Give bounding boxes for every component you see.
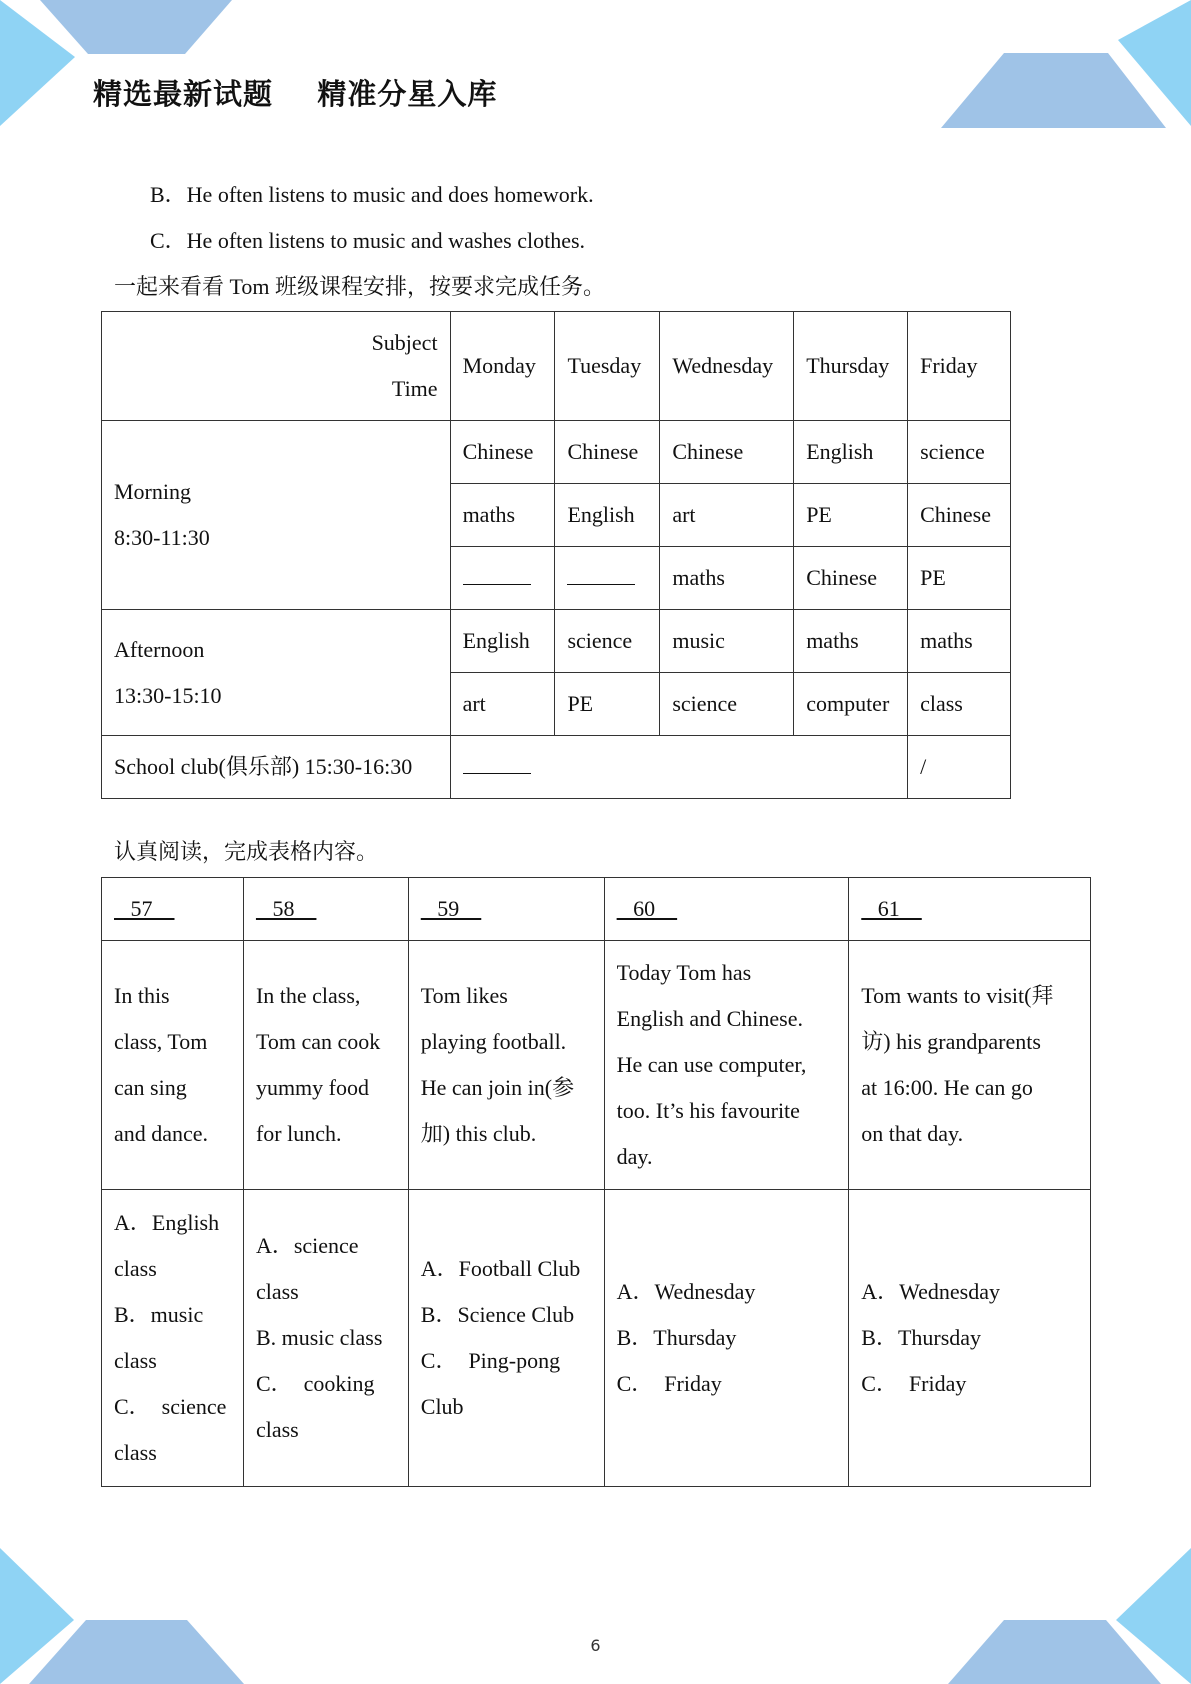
corner-subject-label: Subject — [371, 330, 438, 355]
choice-line: B．music — [114, 1302, 204, 1327]
choices-cell — [604, 1190, 849, 1487]
choices-cell — [408, 1190, 604, 1487]
choice-line: A．Wednesday — [861, 1279, 1001, 1304]
choices-cell — [849, 1190, 1091, 1487]
choice-line: class — [114, 1440, 157, 1465]
afternoon-time: 13:30-15:10 — [114, 682, 222, 708]
question-number-cell — [604, 878, 849, 941]
question-number-blank: 61 — [861, 896, 922, 921]
top-right-dark-trapezoid — [941, 53, 1166, 128]
schedule-header-row — [102, 312, 1011, 421]
passage-line: 加) this club. — [420, 1121, 537, 1146]
schedule-cell: art — [450, 673, 555, 736]
passage-line: He can use computer, — [616, 1052, 807, 1077]
passage-row — [102, 941, 1091, 1190]
question-number-blank: 59 — [420, 896, 482, 921]
choice-line: A．Wednesday — [616, 1279, 756, 1304]
question-number-cell — [849, 878, 1091, 941]
choice-line: Club — [420, 1394, 464, 1419]
passage-line: and dance. — [114, 1121, 209, 1146]
choice-line: A．science — [255, 1233, 359, 1258]
reading-answer-table — [101, 877, 1091, 1487]
choice-line: A．Football Club — [420, 1256, 581, 1281]
school-club-row — [102, 736, 1011, 799]
passage-line: on that day. — [861, 1121, 964, 1146]
passage-line: 访) his grandparents — [861, 1029, 1041, 1054]
passage-line: English and Chinese. — [616, 1006, 803, 1031]
question-number-blank: 60 — [616, 896, 678, 921]
option-b: B．He often listens to music and does homework. — [150, 182, 594, 207]
schedule-cell: Chinese — [555, 421, 660, 484]
school-club-label: School club(俱乐部) 15:30-16:30 — [102, 736, 451, 799]
passage-line: Tom can cook — [255, 1029, 381, 1054]
passage-line: can sing — [114, 1075, 187, 1100]
schedule-cell: maths — [908, 610, 1011, 673]
schedule-cell: science — [555, 610, 660, 673]
day-header: Monday — [450, 312, 555, 421]
choice-line: C． science — [114, 1394, 227, 1419]
fill-in-blank — [463, 558, 531, 585]
passage-line: playing football. — [420, 1029, 567, 1054]
choices-row — [102, 1190, 1091, 1487]
passage-line: In the class, — [255, 983, 361, 1008]
schedule-cell: PE — [794, 484, 908, 547]
choice-line: C． cooking — [255, 1371, 375, 1396]
choice-line: C． Friday — [861, 1371, 967, 1396]
morning-row — [102, 421, 1011, 484]
schedule-cell: English — [450, 610, 555, 673]
choice-line: B．Thursday — [861, 1325, 982, 1350]
morning-period-cell — [102, 421, 451, 610]
option-c: C．He often listens to music and washes clothes. — [150, 228, 586, 253]
schedule-cell: Chinese — [908, 484, 1011, 547]
page-number: 6 — [590, 1636, 601, 1655]
schedule-cell: maths — [660, 547, 794, 610]
subject-time-corner-cell — [102, 312, 451, 421]
passage-line: yummy food — [255, 1075, 369, 1100]
school-club-friday: / — [908, 736, 1011, 799]
schedule-cell: science — [660, 673, 794, 736]
top-left-light-triangle — [0, 0, 75, 126]
choice-line: C． Friday — [616, 1371, 722, 1396]
choice-line: class — [114, 1256, 157, 1281]
choice-line: C． Ping-pong — [420, 1348, 561, 1373]
afternoon-row — [102, 610, 1011, 673]
schedule-cell: maths — [450, 484, 555, 547]
question-number-row — [102, 878, 1091, 941]
morning-label: Morning — [114, 479, 191, 504]
schedule-cell: English — [555, 484, 660, 547]
choice-line: class — [255, 1417, 299, 1442]
passage-line: In this — [114, 983, 170, 1008]
schedule-cell: science — [908, 421, 1011, 484]
afternoon-period-cell — [102, 610, 451, 736]
choice-line: B. music class — [255, 1325, 383, 1350]
morning-time: 8:30-11:30 — [114, 525, 210, 550]
passage-line: Today Tom has — [616, 960, 752, 985]
choice-line: A．English — [114, 1210, 220, 1235]
choices-cell — [243, 1190, 408, 1487]
fill-in-blank — [567, 558, 635, 585]
schedule-cell: Chinese — [794, 547, 908, 610]
fill-in-blank — [463, 747, 531, 774]
schedule-cell: art — [660, 484, 794, 547]
passage-cell — [102, 941, 244, 1190]
bottom-right-light-triangle — [1116, 1548, 1191, 1684]
passage-cell — [243, 941, 408, 1190]
passage-line: for lunch. — [255, 1121, 342, 1146]
choices-cell — [102, 1190, 244, 1487]
day-header: Wednesday — [660, 312, 794, 421]
day-header: Thursday — [794, 312, 908, 421]
reading-instruction: 认真阅读，完成表格内容。 — [114, 839, 379, 864]
passage-line: Tom wants to visit(拜 — [861, 983, 1054, 1008]
passage-line: Tom likes — [420, 983, 508, 1008]
question-number-cell — [408, 878, 604, 941]
schedule-cell: maths — [794, 610, 908, 673]
passage-line: day. — [616, 1144, 653, 1169]
class-schedule-table — [101, 311, 1011, 799]
day-header: Tuesday — [555, 312, 660, 421]
question-number-blank: 57 — [114, 896, 175, 921]
schedule-cell: class — [908, 673, 1011, 736]
choice-line: class — [114, 1348, 157, 1373]
choice-line: class — [255, 1279, 299, 1304]
question-number-cell — [102, 878, 244, 941]
passage-cell — [849, 941, 1091, 1190]
passage-cell — [408, 941, 604, 1190]
question-number-cell — [243, 878, 408, 941]
schedule-cell: English — [794, 421, 908, 484]
schedule-cell: computer — [794, 673, 908, 736]
passage-line: class, Tom — [114, 1029, 208, 1054]
passage-line: too. It’s his favourite — [616, 1098, 800, 1123]
choice-line: B．Science Club — [420, 1302, 575, 1327]
schedule-cell: PE — [555, 673, 660, 736]
schedule-blank-cell — [555, 547, 660, 610]
choice-line: B．Thursday — [616, 1325, 737, 1350]
passage-cell — [604, 941, 849, 1190]
schedule-cell: music — [660, 610, 794, 673]
schedule-cell: PE — [908, 547, 1011, 610]
afternoon-label: Afternoon — [114, 636, 205, 662]
schedule-instruction: 一起来看看 Tom 班级课程安排，按要求完成任务。 — [114, 274, 606, 299]
top-right-light-triangle — [1118, 0, 1191, 126]
question-number-blank: 58 — [255, 896, 317, 921]
page-header-title: 精选最新试题 精准分星入库 — [93, 77, 498, 111]
top-left-dark-trapezoid — [40, 0, 232, 54]
passage-line: at 16:00. He can go — [861, 1075, 1033, 1100]
schedule-cell: Chinese — [450, 421, 555, 484]
school-club-blank-cell — [450, 736, 908, 799]
day-header: Friday — [908, 312, 1011, 421]
passage-line: He can join in(参 — [420, 1075, 575, 1100]
corner-time-label: Time — [391, 376, 438, 401]
bottom-left-light-triangle — [0, 1548, 74, 1684]
schedule-blank-cell — [450, 547, 555, 610]
schedule-cell: Chinese — [660, 421, 794, 484]
